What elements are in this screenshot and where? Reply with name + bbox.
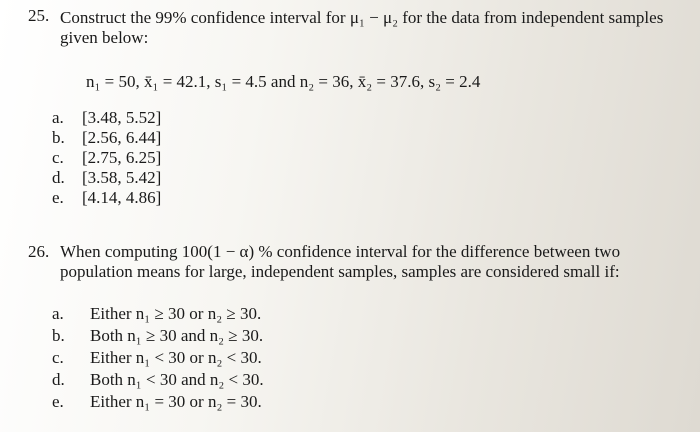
option-letter: c. — [52, 148, 64, 167]
option-text: [3.58, 5.42] — [82, 168, 162, 187]
option-letter: b. — [52, 326, 65, 345]
option-letter: d. — [52, 370, 65, 389]
option-letter: b. — [52, 128, 65, 147]
option-text: Either n₁ ≥ 30 or n₂ ≥ 30. — [90, 304, 262, 323]
option-text: [3.48, 5.52] — [82, 108, 162, 127]
option-letter: a. — [52, 304, 64, 323]
option-text: Both n₁ ≥ 30 and n₂ ≥ 30. — [90, 326, 264, 345]
option-text: [4.14, 4.86] — [82, 188, 162, 207]
prompt-line-1: Construct the 99% confidence interval for μ₁ − μ₂ for the data from independent samples — [60, 8, 664, 27]
question-number: 26. — [28, 242, 50, 261]
given-data: n₁ = 50, x̄₁ = 42.1, s₁ = 4.5 and n₂ = 36, x̄₂ = 37.6, s₂ = 2.4 — [86, 72, 481, 91]
option-letter: d. — [52, 168, 65, 187]
question-prompt — [60, 242, 620, 282]
question-number: 25. — [28, 6, 50, 25]
question-prompt — [60, 8, 663, 48]
option-text: Either n₁ = 30 or n₂ = 30. — [90, 392, 262, 411]
prompt-line-1: When computing 100(1 − α) % confidence interval for the difference between two — [60, 242, 621, 261]
option-letter: e. — [52, 392, 64, 411]
prompt-line-2: population means for large, independent samples, samples are considered small if: — [60, 262, 620, 281]
option-text: [2.75, 6.25] — [82, 148, 162, 167]
option-text: Both n₁ < 30 and n₂ < 30. — [90, 370, 264, 389]
option-letter: e. — [52, 188, 64, 207]
option-text: [2.56, 6.44] — [82, 128, 162, 147]
option-letter: c. — [52, 348, 64, 367]
option-letter: a. — [52, 108, 64, 127]
prompt-line-2: given below: — [60, 28, 149, 47]
option-text: Either n₁ < 30 or n₂ < 30. — [90, 348, 262, 367]
